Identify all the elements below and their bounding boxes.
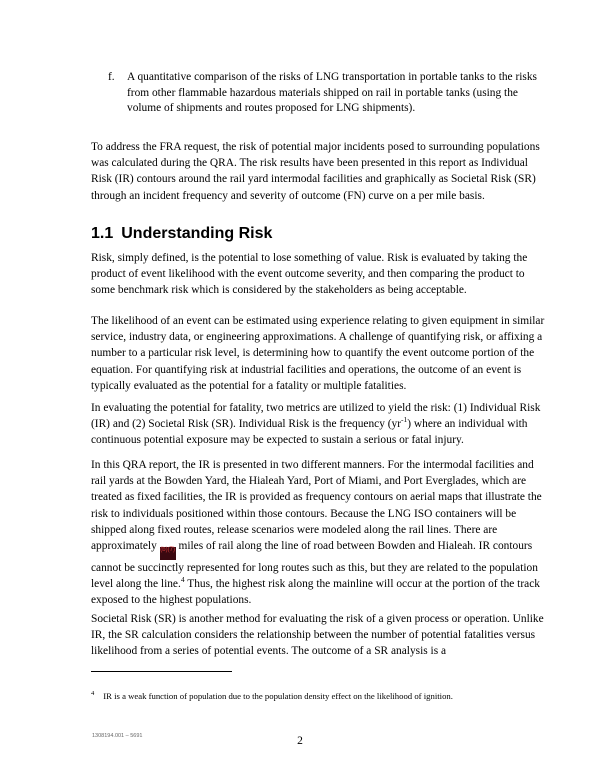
section-heading xyxy=(91,224,272,244)
list-marker: f. xyxy=(108,71,115,83)
document-id: 1308194.001 – 5691 xyxy=(92,733,143,739)
section-title: Understanding Risk xyxy=(121,225,273,242)
paragraph-likelihood: The likelihood of an event can be estimated using experience relating to given equipment in similar service, industry data, or engineering approximations. A challenge of quantifying risk, or affixing a number to a particular risk level, is determining how to quantify the event outcome portion of the equation. For quantifying risk at industrial facilities and operations, the outcome of an event is typically evaluated as the potential for a fatality or multiple fatalities. xyxy=(91,315,545,392)
p4-text-start: In this QRA report, the IR is presented in two different manners. For the intermodal facilities and rail yards at the Bowden Yard, the Hialeah Yard, Port of Miami, and Port Everglades, which are treated as fixed facilities, the IR is provided as frequency contours on aerial maps that illustrate the risk to individuals positioned within those contours. Because the LNG ISO containers will be shipped along fixed routes, release scenarios were modeled along the rail lines. There are approximately xyxy=(91,459,542,553)
list-item-text: A quantitative comparison of the risks of LNG transportation in portable tanks to the risks from other flammable hazardous materials shipped on rail in portable tanks (using the volume of shipments and routes proposed for LNG shipments). xyxy=(127,71,537,115)
redaction-box: (b)(7) xyxy=(160,547,176,560)
footnote xyxy=(91,690,546,702)
paragraph-societal-risk: Societal Risk (SR) is another method for evaluating the risk of a given process or operation. Unlike IR, the SR calculation considers the relationship between the number of potential fatalities versus likelihood from a series of potential events. The outcome of a SR analysis is a xyxy=(91,613,544,658)
p4-text-end: Thus, the highest risk along the mainline will occur at the portion of the track exposed to the highest populations. xyxy=(91,578,540,607)
footnote-text: IR is a weak function of population due to the population density effect on the likelihood of ignition. xyxy=(103,691,453,701)
p4-text-mid: miles of rail along the line of road between Bowden and Hialeah. IR contours cannot be succinctly represented for long routes such as this, but they are related to the population level along the line. xyxy=(91,540,538,591)
intro-paragraph: To address the FRA request, the risk of potential major incidents posed to surrounding populations was calculated during the QRA. The risk results have been presented in this report as Individual Risk (IR) contours around the rail yard intermodal facilities and graphically as Societal Risk (SR) through an incident frequency and severity of outcome (FN) curve on a per mile basis. xyxy=(91,141,540,202)
paragraph-fatality-metrics xyxy=(91,400,546,449)
p3-text-start: In evaluating the potential for fatality, two metrics are utilized to yield the risk: (1) Individual Risk (IR) and (2) Societal Risk (SR). Individual Risk is the frequency (yr xyxy=(91,402,541,431)
list-item-f xyxy=(110,70,550,117)
paragraph-risk-definition: Risk, simply defined, is the potential to lose something of value. Risk is evaluated by taking the product of event likelihood with the event outcome severity, and then comparing the product to some benchmark risk which is considered by the stakeholders as being acceptable. xyxy=(91,252,528,297)
footnote-reference: 4 xyxy=(180,575,185,585)
paragraph-ir-presentation xyxy=(91,457,546,609)
footnote-divider xyxy=(91,671,232,672)
footnote-number: 4 xyxy=(91,690,95,698)
p3-superscript: -1 xyxy=(401,415,408,425)
page-number: 2 xyxy=(297,735,303,747)
p3-text-end: ) where an individual with continuous potential exposure may be expected to sustain a serious or fatal injury. xyxy=(91,418,528,447)
section-number: 1.1 xyxy=(91,225,114,242)
